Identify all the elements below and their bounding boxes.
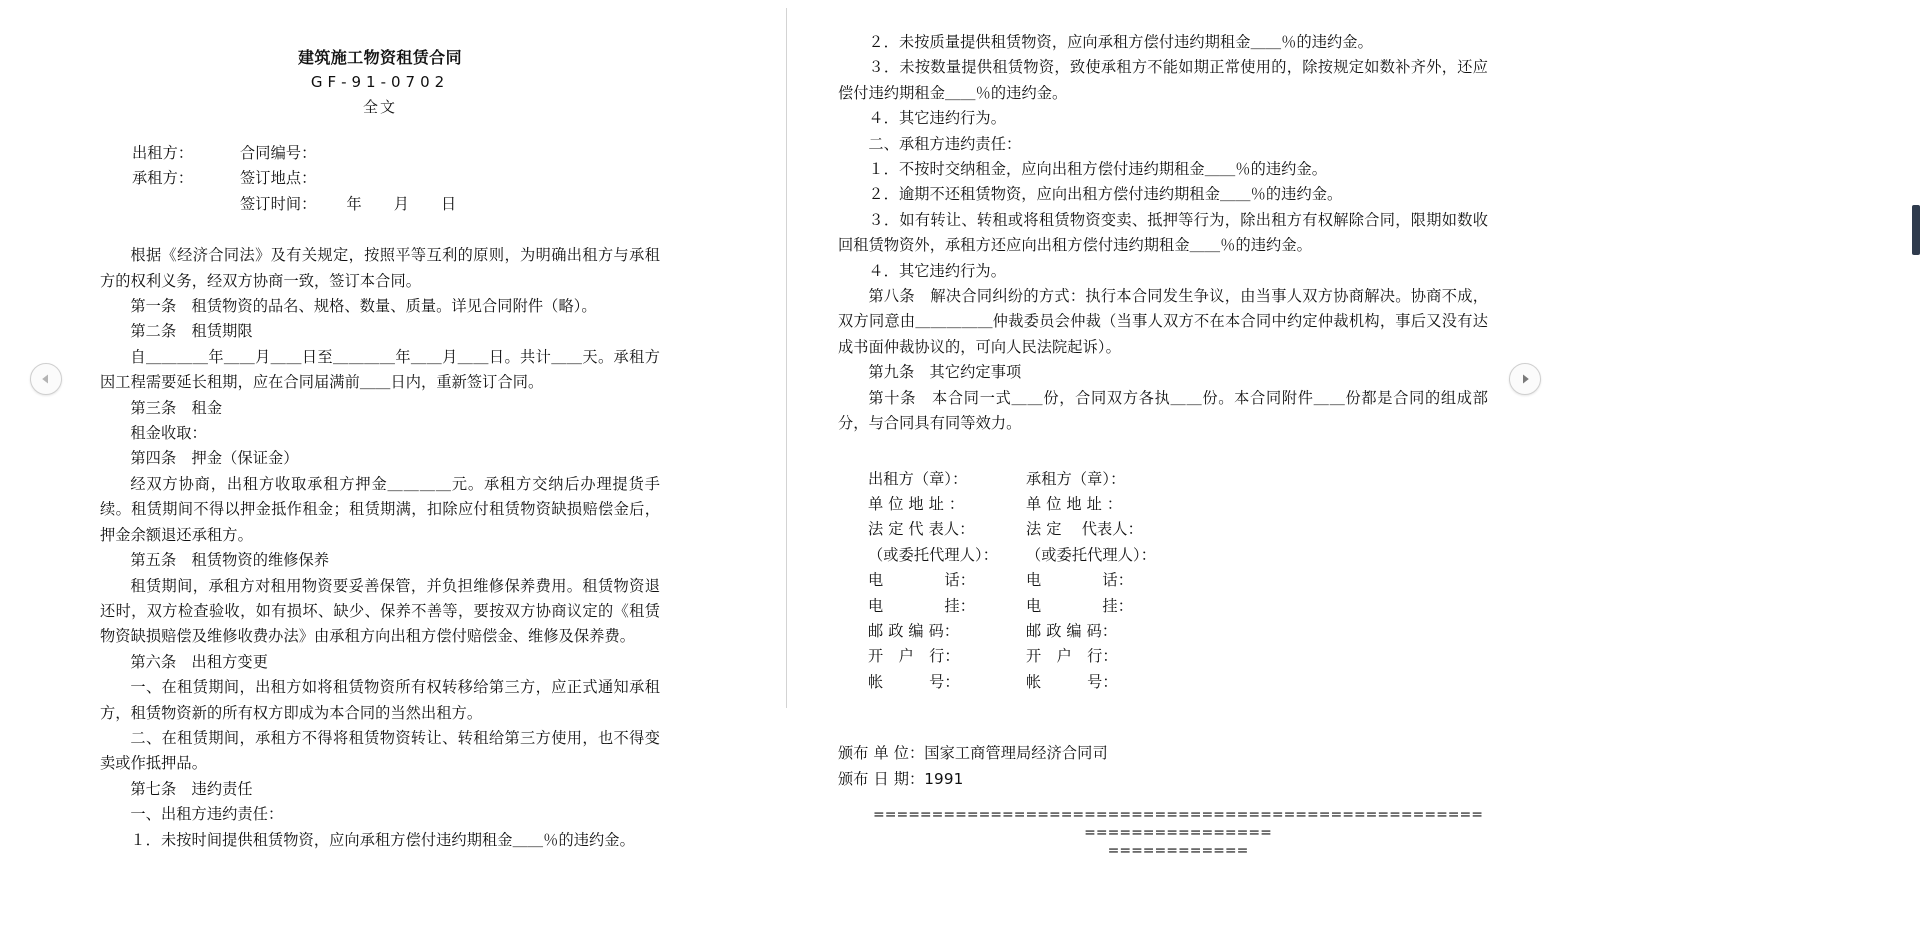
lessor-seal-label: 出租方（章）： <box>868 469 968 488</box>
paragraph-article-6-item-1: 一、在租赁期间，出租方如将租赁物资所有权转移给第三方，应正式通知承租方，租赁物资新的所有权方即成为本合同的当然出租方。 <box>100 678 660 722</box>
signature-row <box>868 568 1488 593</box>
lessor-legal-rep-label: 法 定 代 表人： <box>868 520 975 539</box>
lessee-address-label: 单 位 地 址 ： <box>1026 494 1123 513</box>
signature-row <box>868 644 1488 669</box>
signature-row <box>868 619 1488 644</box>
paragraph-article-6-heading: 第六条 出租方变更 <box>130 652 268 671</box>
paragraph-lessee-item-2: ２．逾期不还租赁物资，应向出租方偿付违约期租金＿＿％的违约金。 <box>868 185 1343 204</box>
lessee-account-label: 帐 号： <box>1026 672 1118 691</box>
lessor-label: 出租方： <box>132 144 194 162</box>
party-label-spacer <box>132 192 240 217</box>
issuer-date-row <box>838 767 1488 792</box>
chevron-right-icon <box>1518 372 1532 386</box>
right-column <box>838 0 1488 860</box>
paragraph-lessee-item-1: １．不按时交纳租金，应向出租方偿付违约期租金＿＿％的违约金。 <box>868 160 1328 179</box>
paragraph-lessee-item-3: ３．如有转让、转租或将租赁物资变卖、抵押等行为，除出租方有权解除合同，限期如数收回租赁物资外，承租方还应向出租方偿付违约期租金＿＿％的违约金。 <box>838 210 1488 255</box>
scrollbar-track[interactable] <box>1912 0 1920 927</box>
prev-page-button[interactable] <box>30 363 62 395</box>
issuer-block <box>838 741 1488 792</box>
spacer <box>100 217 660 243</box>
signing-place-label: 签订地点： <box>240 169 317 188</box>
lessee-postcode-label: 邮 政 编 码： <box>1026 621 1118 640</box>
signature-row <box>868 467 1488 492</box>
paragraph-lessee-item-4: ４．其它违约行为。 <box>868 261 1006 280</box>
paragraph-article-10: 第十条 本合同一式＿＿份，合同双方各执＿＿份。本合同附件＿＿份都是合同的组成部分，与合同具有同等效力。 <box>838 388 1488 433</box>
paragraph-article-3-heading: 第三条 租金 <box>130 398 223 417</box>
parties-header <box>132 141 660 217</box>
paragraph-lessee-heading: 二、承租方违约责任： <box>868 134 1022 153</box>
paragraph-article-7-heading: 第七条 违约责任 <box>130 779 253 798</box>
paragraph-article-4-heading: 第四条 押金（保证金） <box>130 449 299 468</box>
bottom-rule <box>838 806 1488 860</box>
lessee-agent-label: （或委托代理人）： <box>1026 545 1156 564</box>
lessee-seal-label: 承租方（章）： <box>1026 469 1126 488</box>
lessee-legal-rep-label: 法 定 代表人： <box>1026 520 1143 539</box>
issuer-date-label: 颁布 日 期： <box>838 769 925 788</box>
document-scope: 全文 <box>362 98 397 116</box>
bottom-rule-line-2: ============ <box>1107 842 1249 859</box>
day-slot: 日 <box>441 194 457 213</box>
lessor-phone-label: 电 话： <box>868 571 976 590</box>
paragraph-article-2-body: 自＿＿＿＿年＿＿月＿＿日至＿＿＿＿年＿＿月＿＿日。共计＿＿天。承租方因工程需要延长租期，应在合同届满前＿＿日内，重新签订合同。 <box>100 347 660 392</box>
lessee-bank-label: 开 户 行： <box>1026 647 1118 666</box>
party-row <box>132 141 660 166</box>
signature-row <box>868 594 1488 619</box>
bottom-rule-line-1: ==================================================================== <box>873 806 1483 841</box>
month-slot: 月 <box>393 194 410 213</box>
lessee-label: 承租方： <box>132 169 194 188</box>
paragraph-lessor-item-3: ３．未按数量提供租赁物资，致使承租方不能如期正常使用的，除按规定如数补齐外，还应偿付违约期租金＿＿％的违约金。 <box>838 58 1488 102</box>
signing-time-label: 签订时间： <box>240 194 317 213</box>
signature-row <box>868 670 1488 695</box>
lessee-phone-label: 电 话： <box>1026 571 1134 590</box>
paragraph-preamble: 根据《经济合同法》及有关规定，按照平等互利的原则，为明确出租方与承租方的权利义务，经双方协商一致，签订本合同。 <box>100 246 660 290</box>
paragraph-lessor-item-4: ４．其它违约行为。 <box>868 109 1006 128</box>
paragraph-article-7-lessor-item-1: １．未按时间提供租赁物资，应向承租方偿付违约期租金＿＿％的违约金。 <box>130 830 635 849</box>
signing-time-group <box>240 192 660 217</box>
paragraph-article-7-lessor-heading: 一、出租方违约责任： <box>130 805 284 824</box>
lessor-bank-label: 开 户 行： <box>868 647 960 666</box>
lessee-telegram-label: 电 挂： <box>1026 596 1134 615</box>
left-column <box>100 0 660 853</box>
paragraph-article-1: 第一条 租赁物资的品名、规格、数量、质量。详见合同附件（略）。 <box>130 297 597 316</box>
year-slot: 年 <box>346 194 362 213</box>
signing-date-slots <box>316 192 456 217</box>
scrollbar-thumb[interactable] <box>1912 205 1920 255</box>
paragraph-article-3-body: 租金收取： <box>130 424 207 443</box>
paragraph-article-5-body: 租赁期间，承租方对租用物资要妥善保管，并负担维修保养费用。租赁物资退还时，双方检查验收，如有损坏、缺少、保养不善等，要按双方协商议定的《租赁物资缺损赔偿及维修收费办法》由承租方向出租方偿付赔偿金、维修及保养费。 <box>100 576 660 646</box>
contract-number-label: 合同编号： <box>240 144 317 162</box>
paragraph-article-6-item-2: 二、在租赁期间，承租方不得将租赁物资转让、转租给第三方使用，也不得变卖或作抵押品。 <box>100 728 660 773</box>
paragraph-article-4-body: 经双方协商，出租方收取承租方押金＿＿＿＿元。承租方交纳后办理提货手续。租赁期间不得以押金抵作租金；租赁期满，扣除应付租赁物资缺损赔偿金后，押金余额退还承租方。 <box>100 474 660 544</box>
issuer-unit-row <box>838 741 1488 766</box>
document-code: GF-91-0702 <box>310 73 450 91</box>
issuer-unit-value: 国家工商管理局经济合同司 <box>924 744 1108 763</box>
signature-row <box>868 543 1488 568</box>
paragraph-lessor-item-2: ２．未按质量提供租赁物资，应向承租方偿付违约期租金＿＿％的违约金。 <box>868 33 1373 51</box>
party-row <box>132 192 660 217</box>
lessor-account-label: 帐 号： <box>868 672 960 691</box>
lessor-agent-label: （或委托代理人）： <box>868 545 998 564</box>
chevron-left-icon <box>39 372 53 386</box>
signature-row <box>868 492 1488 517</box>
party-row <box>132 166 660 191</box>
next-page-button[interactable] <box>1509 363 1541 395</box>
lessor-postcode-label: 邮 政 编 码： <box>868 621 960 640</box>
issuer-date-value: 1991 <box>924 769 964 788</box>
lessor-address-label: 单 位 地 址 ： <box>868 494 965 513</box>
paragraph-article-9: 第九条 其它约定事项 <box>868 363 1022 382</box>
signature-row <box>868 517 1488 542</box>
issuer-unit-label: 颁布 单 位： <box>838 744 925 763</box>
paragraph-article-5-heading: 第五条 租赁物资的维修保养 <box>130 551 330 570</box>
page-title: 建筑施工物资租赁合同 <box>297 48 462 67</box>
paragraph-article-8: 第八条 解决合同纠纷的方式：执行本合同发生争议，由当事人双方协商解决。协商不成，双方同意由＿＿＿＿＿仲裁委员会仲裁（当事人双方不在本合同中约定仲裁机构，事后又没有达成书面仲裁协议的，可向人民法院起诉）。 <box>838 287 1488 356</box>
signature-block <box>868 467 1488 696</box>
paragraph-article-2-heading: 第二条 租赁期限 <box>130 322 253 341</box>
lessor-telegram-label: 电 挂： <box>868 596 976 615</box>
